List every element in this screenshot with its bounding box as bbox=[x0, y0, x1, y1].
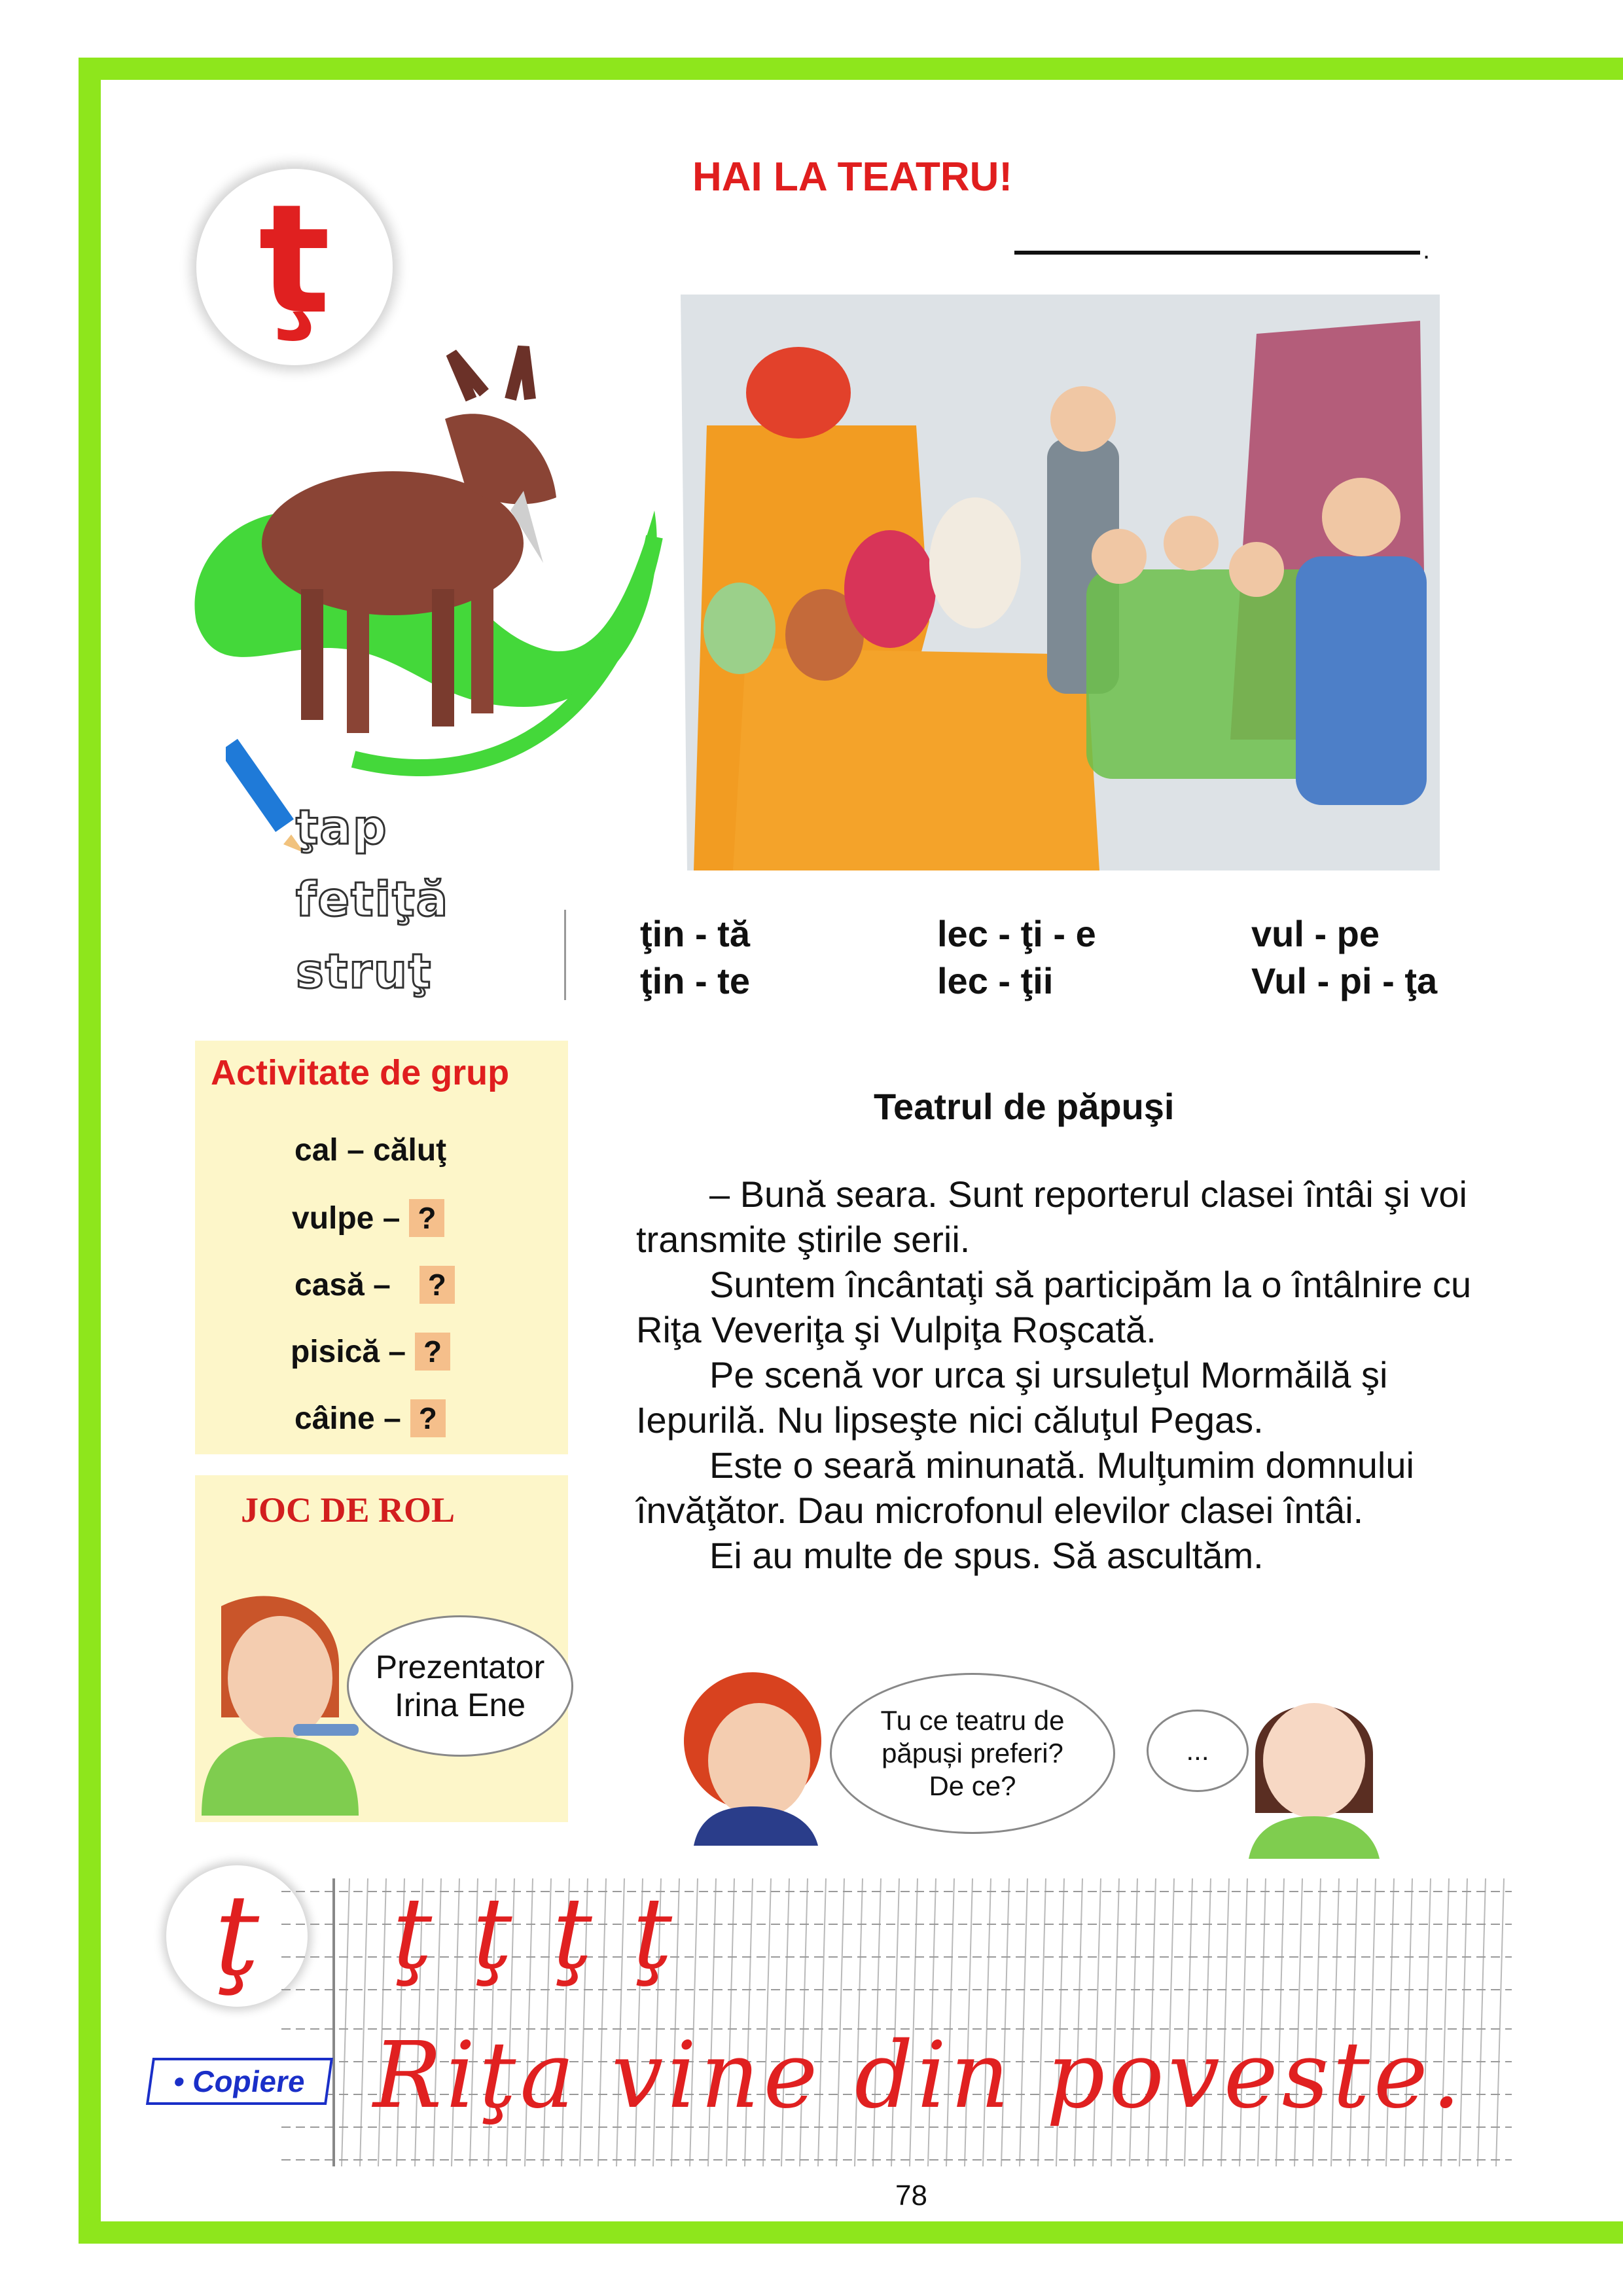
story-paragraph: Suntem încântaţi să participăm la o întâlnire cu Riţa Veveriţa şi Vulpiţa Roşcată. bbox=[636, 1264, 1472, 1350]
story-title: Teatrul de păpuşi bbox=[874, 1086, 1175, 1127]
answer-box[interactable]: ? bbox=[419, 1266, 455, 1304]
goat-horns bbox=[452, 347, 530, 399]
syllable-tinta: ţin - tă bbox=[640, 913, 750, 954]
syllable-lectie: lec - ţi - e bbox=[937, 913, 1096, 954]
puppet-table bbox=[733, 648, 1099, 870]
group-activity-title: Activitate de grup bbox=[211, 1053, 510, 1092]
answer-box[interactable]: ? bbox=[409, 1199, 444, 1237]
girl-listener-illustration bbox=[1242, 1676, 1386, 1859]
group-item-pisica: pisică – ? bbox=[291, 1333, 450, 1371]
page-title: HAI LA TEATRU! bbox=[692, 154, 1013, 200]
syllable-tinte: ţin - te bbox=[640, 960, 750, 1001]
word-tap: ţap bbox=[296, 800, 388, 855]
word-strut: struţ bbox=[296, 944, 433, 999]
puppet-theatre-illustration bbox=[668, 281, 1453, 890]
group-item-casa: casă – ? bbox=[294, 1266, 455, 1304]
bear-puppet bbox=[844, 530, 936, 648]
group-item-caine: câine – ? bbox=[294, 1399, 446, 1437]
question-line: păpuși preferi? bbox=[882, 1738, 1063, 1768]
word-fetita: fetiţă bbox=[296, 872, 450, 927]
story-paragraph: – Bună seara. Sunt reporterul clasei întâi şi voi transmite ştirile serii. bbox=[636, 1174, 1467, 1260]
duck-puppet bbox=[704, 583, 776, 674]
syllable-lectii: lec - ţii bbox=[937, 960, 1054, 1001]
name-line bbox=[1014, 251, 1420, 255]
goat-leg bbox=[301, 589, 323, 720]
goat-leg bbox=[471, 583, 493, 713]
goat-leg bbox=[432, 589, 454, 726]
group-example: cal – căluţ bbox=[294, 1133, 447, 1168]
answer-box[interactable]: ? bbox=[415, 1333, 450, 1371]
syllable-vulpe: vul - pe bbox=[1251, 913, 1380, 954]
story-paragraph: Ei au multe de spus. Să ascultăm. bbox=[709, 1535, 1264, 1576]
practice-letters: ţţţţ bbox=[393, 1877, 713, 1991]
question-speech-bubble bbox=[830, 1673, 1115, 1834]
group-activity-panel bbox=[195, 1041, 568, 1454]
goat-leg bbox=[347, 596, 369, 733]
story-paragraph: Este o seară minunată. Mulţumim domnului învăţător. Dau microfonul elevilor clasei întâi. bbox=[636, 1444, 1414, 1531]
girl-presenter-illustration bbox=[195, 1593, 365, 1816]
reporter-boy bbox=[1296, 556, 1427, 805]
fox-puppet bbox=[746, 347, 851, 439]
group-item-vulpe: vulpe – ? bbox=[292, 1199, 444, 1237]
answer-text: ... bbox=[1186, 1735, 1209, 1766]
question-line: Tu ce teatru de bbox=[880, 1705, 1065, 1736]
cursive-letter: ţ bbox=[214, 1871, 260, 2001]
copy-sentence: Riţa vine din poveste. bbox=[373, 2022, 1465, 2129]
role-play-title: JOC DE ROL bbox=[241, 1490, 455, 1530]
role-play-panel bbox=[195, 1475, 568, 1822]
story-paragraph: Pe scenă vor urca şi ursuleţul Mormăilă şi Iepurilă. Nu lipseşte nici căluţul Pegas. bbox=[636, 1354, 1388, 1441]
page-number: 78 bbox=[895, 2179, 927, 2212]
bubble-line-name: Irina Ene bbox=[394, 1687, 526, 1723]
big-letter: ţ bbox=[259, 173, 330, 348]
name-line-dot: . bbox=[1423, 236, 1431, 264]
presenter-speech-bubble bbox=[347, 1615, 573, 1757]
answer-box[interactable]: ? bbox=[410, 1399, 446, 1437]
question-line: De ce? bbox=[929, 1770, 1016, 1801]
answer-speech-bubble bbox=[1147, 1710, 1249, 1792]
curly-boy-illustration bbox=[674, 1669, 831, 1846]
word-divider bbox=[564, 910, 566, 1000]
letter-badge bbox=[196, 169, 393, 365]
teacher-head bbox=[1050, 386, 1116, 452]
story-text bbox=[636, 1172, 1507, 1578]
copy-label: • Copiere bbox=[146, 2058, 333, 2105]
syllable-vulpita: Vul - pi - ţa bbox=[1251, 960, 1438, 1001]
bubble-line-role: Prezentator bbox=[375, 1649, 545, 1685]
horse-puppet bbox=[929, 497, 1021, 628]
